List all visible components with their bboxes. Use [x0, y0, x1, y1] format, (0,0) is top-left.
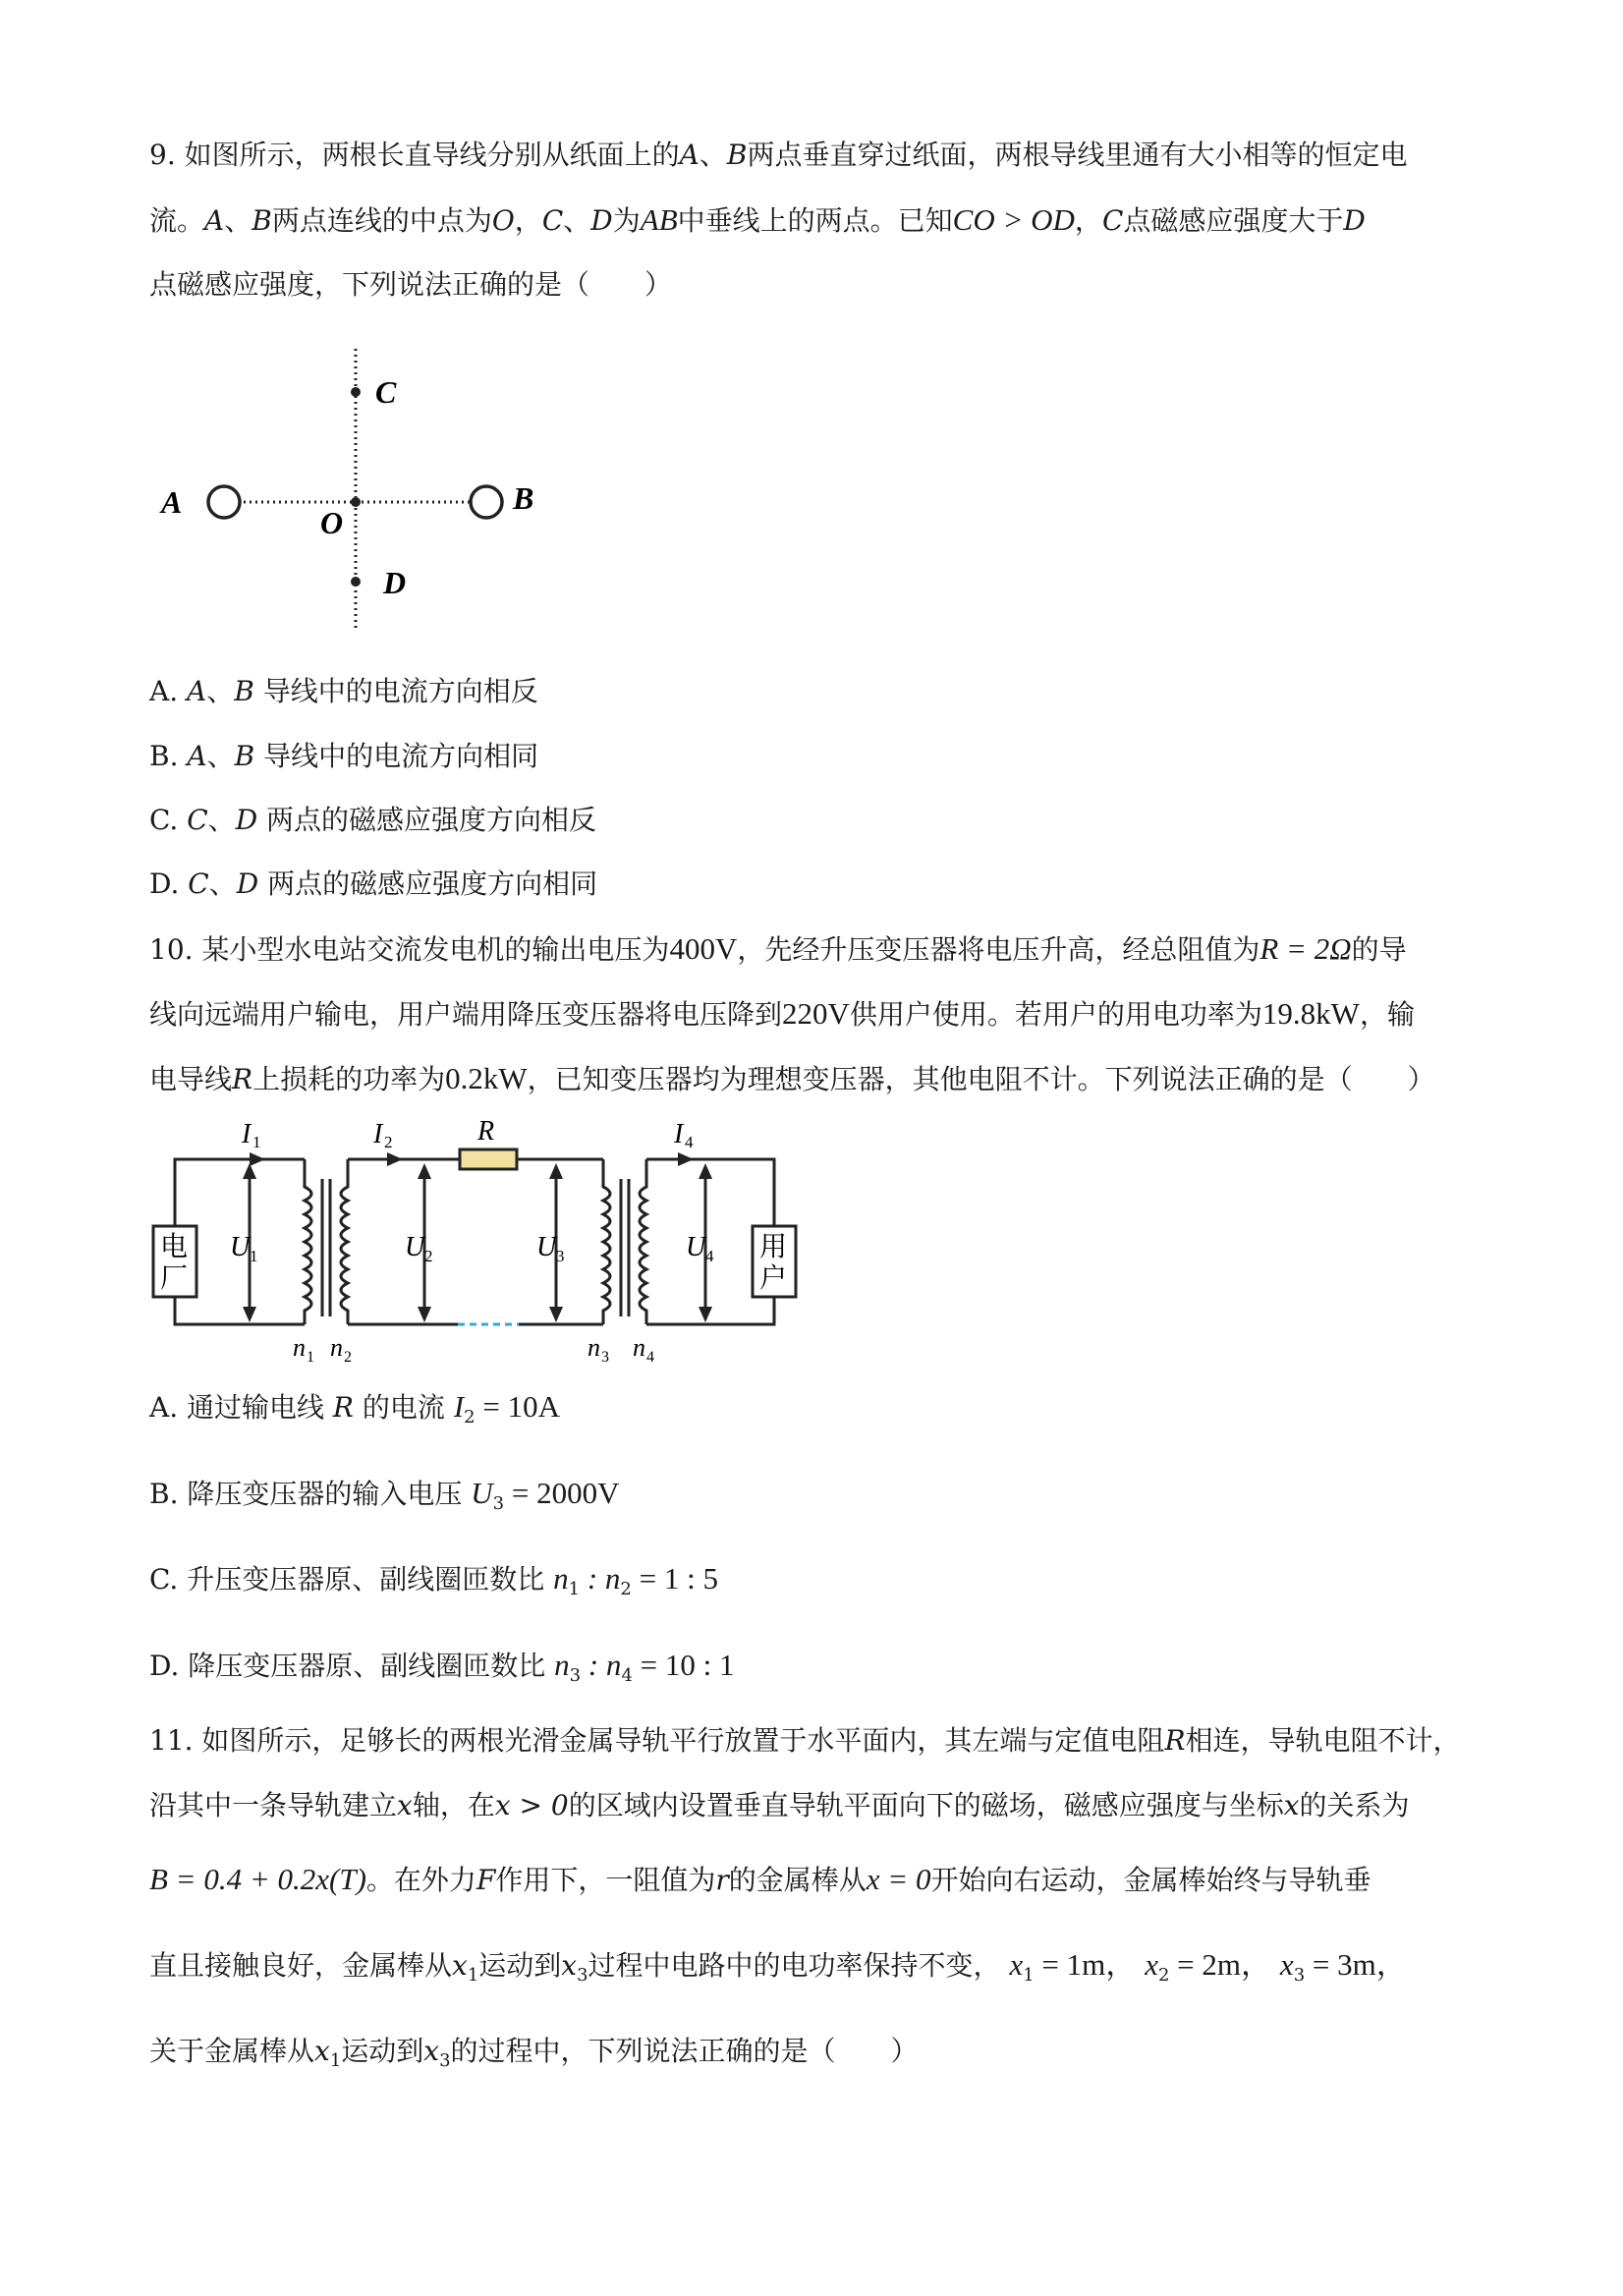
q11-text: 运动到: [341, 2035, 424, 2067]
q10-option-b[interactable]: [149, 1474, 620, 1514]
q10-line-2: [149, 994, 1415, 1035]
i2-label: I: [373, 1119, 383, 1149]
q11-text: 相连，导轨电阻不计，: [1185, 1724, 1461, 1757]
q11-x: x: [1283, 1789, 1300, 1821]
q9-sep: 、: [699, 139, 727, 171]
q9-sep: 、: [224, 204, 252, 237]
u3-label: U: [536, 1232, 557, 1262]
option-text: 导线中的电流方向相同: [254, 740, 539, 772]
q11-text: 运动到: [478, 1949, 562, 1982]
q10-option-c[interactable]: [149, 1559, 718, 1599]
q11-x3: x: [1279, 1947, 1294, 1982]
u4-arrow-down: [699, 1307, 712, 1322]
q9-option-a[interactable]: [149, 672, 538, 711]
q9-text: 两点连线的中点为: [271, 204, 492, 237]
point-c: [351, 387, 361, 397]
i1-arrow: [250, 1152, 265, 1166]
q11-text: 的金属棒从: [728, 1864, 867, 1896]
q11-line-2: [149, 1786, 1410, 1825]
q11-line-4: [149, 1945, 1407, 1986]
u2-label: U: [405, 1232, 425, 1262]
option-text: 的电流: [362, 1391, 454, 1424]
option-text: 两点的磁感应强度方向相反: [257, 804, 597, 836]
n1-label: n: [293, 1333, 306, 1362]
station-label-1: 电: [160, 1232, 189, 1262]
q9-point-b: B: [726, 139, 748, 171]
q11-x1: x: [314, 2035, 330, 2067]
u1-label: U: [230, 1232, 251, 1262]
q11-x: x: [397, 1789, 413, 1821]
option-var: A: [187, 675, 207, 707]
q11-text: 直且接触良好，金属棒从: [149, 1949, 453, 1982]
u2-sub: 2: [424, 1247, 433, 1265]
wire-a: [208, 486, 240, 518]
option-prefix: D. 降压变压器原、副线圈匝数比: [149, 1650, 555, 1682]
q11-f: F: [476, 1864, 496, 1896]
n2-sub: 2: [344, 1349, 352, 1366]
q11-x-zero: x = 0: [866, 1862, 931, 1896]
q11-sub: 1: [467, 1965, 479, 1986]
coil-n1: [305, 1159, 311, 1324]
q11-line-1: [149, 1721, 1461, 1761]
option-var: A: [187, 740, 207, 772]
q11-line-5: [149, 2032, 919, 2071]
q11-sub: 3: [439, 2050, 451, 2071]
wire-b: [471, 486, 502, 518]
u4-sub: 4: [705, 1247, 714, 1265]
q11-text: 的过程中，下列说法正确的是（ ）: [450, 2035, 919, 2067]
q9-sep: 、: [563, 204, 591, 237]
q9-text: 中垂线上的两点。已知: [677, 204, 953, 237]
option-sub: 4: [621, 1665, 633, 1686]
option-value: = 10 : 1: [632, 1648, 735, 1682]
q9-line-1: [149, 136, 1407, 175]
q9-point-c: C: [541, 204, 564, 237]
resistor-r: [460, 1149, 517, 1169]
q10-text: 供用户使用。若用户的用电功率为: [849, 998, 1262, 1031]
point-d: [351, 577, 361, 587]
option-sub: 3: [492, 1493, 505, 1514]
option-value: = 2000V: [504, 1476, 620, 1510]
user-label-1: 用: [759, 1232, 788, 1262]
q11-text: 。在外力: [365, 1864, 476, 1896]
option-value: = 1 : 5: [631, 1561, 718, 1596]
q11-text: 的区域内设置垂直导轨平面向下的磁场，磁感应强度与坐标: [568, 1789, 1284, 1821]
q10-voltage-400: 400V: [669, 931, 738, 966]
q10-circuit-figure: [147, 1108, 815, 1366]
n4-label: n: [633, 1333, 645, 1362]
option-var: B: [234, 740, 255, 772]
r-label: R: [477, 1116, 495, 1147]
u4-arrow-up: [699, 1163, 712, 1179]
option-sub: 2: [620, 1579, 632, 1599]
q10-resistance: R = 2Ω: [1259, 931, 1352, 966]
i4-arrow: [678, 1152, 694, 1166]
option-text: 两点的磁感应强度方向相同: [258, 868, 598, 900]
q9-sep: 、: [208, 868, 237, 900]
q9-point-c: C: [1101, 204, 1124, 237]
point-o: [351, 497, 361, 507]
u4-label: U: [686, 1232, 706, 1262]
q10-text: 的导: [1351, 933, 1407, 966]
right-top-wire: [646, 1159, 774, 1226]
u2-arrow-up: [418, 1163, 431, 1179]
i4-label: I: [674, 1119, 684, 1149]
u1-arrow-down: [243, 1307, 256, 1322]
q9-text: 点磁感应强度，下列说法正确的是（ ）: [149, 268, 673, 301]
q10-power-user: 19.8kW: [1261, 996, 1360, 1031]
i4-sub: 4: [685, 1133, 694, 1151]
option-expr: n: [553, 1561, 569, 1596]
q9-condition: CO > OD: [952, 202, 1075, 237]
user-label-2: 户: [759, 1263, 788, 1294]
q10-text: ，已知变压器均为理想变压器，其他电阻不计。下列说法正确的是（ ）: [527, 1063, 1435, 1095]
n3-label: n: [588, 1333, 600, 1362]
q11-sub: 3: [1293, 1965, 1306, 1986]
coil-n2: [341, 1159, 348, 1324]
option-expr: n: [554, 1648, 570, 1682]
option-var: B: [234, 675, 254, 707]
option-sub: 1: [568, 1579, 581, 1599]
q11-text: 关于金属棒从: [149, 2035, 315, 2067]
label-d: D: [383, 565, 407, 600]
q11-sub: 1: [329, 2050, 342, 2071]
q11-x-positive: x > 0: [494, 1789, 569, 1821]
q10-text: 10. 某小型水电站交流发电机的输出电压为: [149, 933, 670, 966]
q9-line-3: [149, 265, 672, 305]
q11-text: 过程中电路中的电功率保持不变，: [588, 1949, 1001, 1982]
i1-label: I: [242, 1119, 252, 1149]
q9-point-o: O: [491, 204, 515, 237]
option-prefix: B. 降压变压器的输入电压: [149, 1478, 472, 1510]
option-prefix: A. 通过输电线: [149, 1391, 325, 1424]
option-prefix: C.: [149, 804, 188, 836]
q11-text: 作用下，一阻值为: [495, 1864, 716, 1896]
q9-point-d: D: [1343, 204, 1366, 237]
q11-text: 轴，在: [412, 1789, 495, 1821]
q11-text: 的关系为: [1299, 1789, 1410, 1821]
q9-option-c[interactable]: [149, 801, 596, 840]
option-text: 导线中的电流方向相反: [253, 675, 538, 707]
option-expr: I: [453, 1389, 465, 1424]
q10-text: ，输: [1359, 998, 1415, 1031]
q10-voltage-220: 220V: [782, 996, 850, 1031]
n1-sub: 1: [307, 1349, 314, 1366]
label-a: A: [161, 484, 183, 520]
q9-option-b[interactable]: [149, 737, 538, 776]
q11-text: 11. 如图所示，足够长的两根光滑金属导轨平行放置于水平面内，其左端与定值电阻: [149, 1724, 1165, 1757]
q9-point-d: D: [590, 204, 613, 237]
q9-figure: [147, 344, 560, 639]
q11-x2: x: [1145, 1947, 1158, 1982]
q9-sep: 、: [206, 675, 235, 707]
n4-sub: 4: [646, 1349, 654, 1366]
coil-n4: [640, 1159, 646, 1324]
n2-label: n: [330, 1333, 343, 1362]
q11-x2-value: = 2m，: [1169, 1947, 1272, 1982]
u1-sub: 1: [250, 1247, 258, 1265]
label-o: O: [320, 505, 344, 540]
option-var: C: [188, 868, 209, 900]
option-expr: U: [471, 1476, 493, 1510]
q11-text: 沿其中一条导轨建立: [149, 1789, 398, 1821]
q9-option-d[interactable]: [149, 865, 597, 904]
q9-sep: 、: [207, 804, 236, 836]
option-prefix: B.: [149, 740, 188, 772]
option-prefix: D.: [149, 868, 189, 900]
q9-point-a: A: [679, 139, 700, 171]
q11-text: 开始向右运动，金属棒始终与导轨垂: [930, 1864, 1371, 1896]
q9-point-a: A: [204, 204, 225, 237]
q11-sub: 1: [1023, 1965, 1035, 1986]
n3-sub: 3: [601, 1349, 609, 1366]
q10-power-loss: 0.2kW: [445, 1061, 528, 1095]
q10-option-a[interactable]: [149, 1387, 560, 1428]
q10-text: ，先经升压变压器将电压升高，经总阻值为: [737, 933, 1260, 966]
q11-x3-value: = 3m，: [1305, 1947, 1407, 1982]
q11-r: R: [1164, 1724, 1186, 1757]
q11-x3: x: [561, 1949, 578, 1982]
option-prefix: A.: [149, 675, 188, 707]
q9-text: ，: [1074, 204, 1102, 237]
option-expr: : n: [580, 1561, 621, 1596]
q9-text: 点磁感应强度大于: [1123, 204, 1344, 237]
q11-line-3: [149, 1860, 1371, 1900]
label-c: C: [375, 374, 397, 410]
q10-text: 电导线: [149, 1063, 233, 1095]
q9-segment-ab: AB: [640, 202, 678, 237]
left-bottom-wire: [175, 1297, 305, 1324]
q9-text: 流。: [149, 204, 205, 237]
station-label-2: 厂: [160, 1263, 189, 1294]
left-top-wire: [175, 1159, 305, 1226]
option-var: C: [187, 804, 208, 836]
q9-text: ，: [514, 204, 542, 237]
q11-r-small: r: [715, 1864, 729, 1896]
option-value: = 10A: [475, 1389, 560, 1424]
q9-line-2: [149, 200, 1366, 241]
option-prefix: C. 升压变压器原、副线圈匝数比: [149, 1563, 554, 1596]
q11-x3: x: [423, 2035, 440, 2067]
option-sub: 3: [569, 1665, 582, 1686]
q11-x1: x: [452, 1949, 468, 1982]
label-b: B: [513, 480, 534, 516]
q9-point-b: B: [252, 204, 272, 237]
i1-sub: 1: [252, 1133, 261, 1151]
option-var: D: [235, 804, 258, 836]
q9-text: 为: [612, 204, 641, 237]
q10-r: R: [232, 1063, 253, 1095]
q10-line-1: [149, 929, 1407, 970]
i2-sub: 2: [384, 1133, 393, 1151]
u2-arrow-down: [418, 1307, 431, 1322]
q11-sub: 2: [1157, 1965, 1170, 1986]
q9-text: 9. 如图所示，两根长直导线分别从纸面上的: [149, 139, 680, 171]
q11-x1: x: [1009, 1947, 1024, 1982]
q11-sub: 3: [577, 1965, 588, 1986]
q11-x1-value: = 1m，: [1034, 1947, 1137, 1982]
q11-b-expression: B = 0.4 + 0.2x(T): [149, 1862, 366, 1896]
option-var: R: [324, 1391, 363, 1424]
u3-sub: 3: [556, 1247, 565, 1265]
i2-arrow: [387, 1152, 403, 1166]
u3-arrow-up: [549, 1163, 563, 1179]
q10-line-3: [149, 1059, 1435, 1099]
option-var: D: [236, 868, 259, 900]
q10-text: 线向远端用户输电，用户端用降压变压器将电压降到: [149, 998, 783, 1031]
q9-text: 两点垂直穿过纸面，两根导线里通有大小相等的恒定电: [747, 139, 1408, 171]
option-sub: 2: [464, 1407, 476, 1428]
q9-sep: 、: [206, 740, 235, 772]
q10-option-d[interactable]: [149, 1646, 735, 1686]
coil-n3: [603, 1159, 610, 1324]
u3-arrow-down: [549, 1307, 563, 1322]
q10-text: 上损耗的功率为: [252, 1063, 446, 1095]
option-expr: : n: [581, 1648, 622, 1682]
